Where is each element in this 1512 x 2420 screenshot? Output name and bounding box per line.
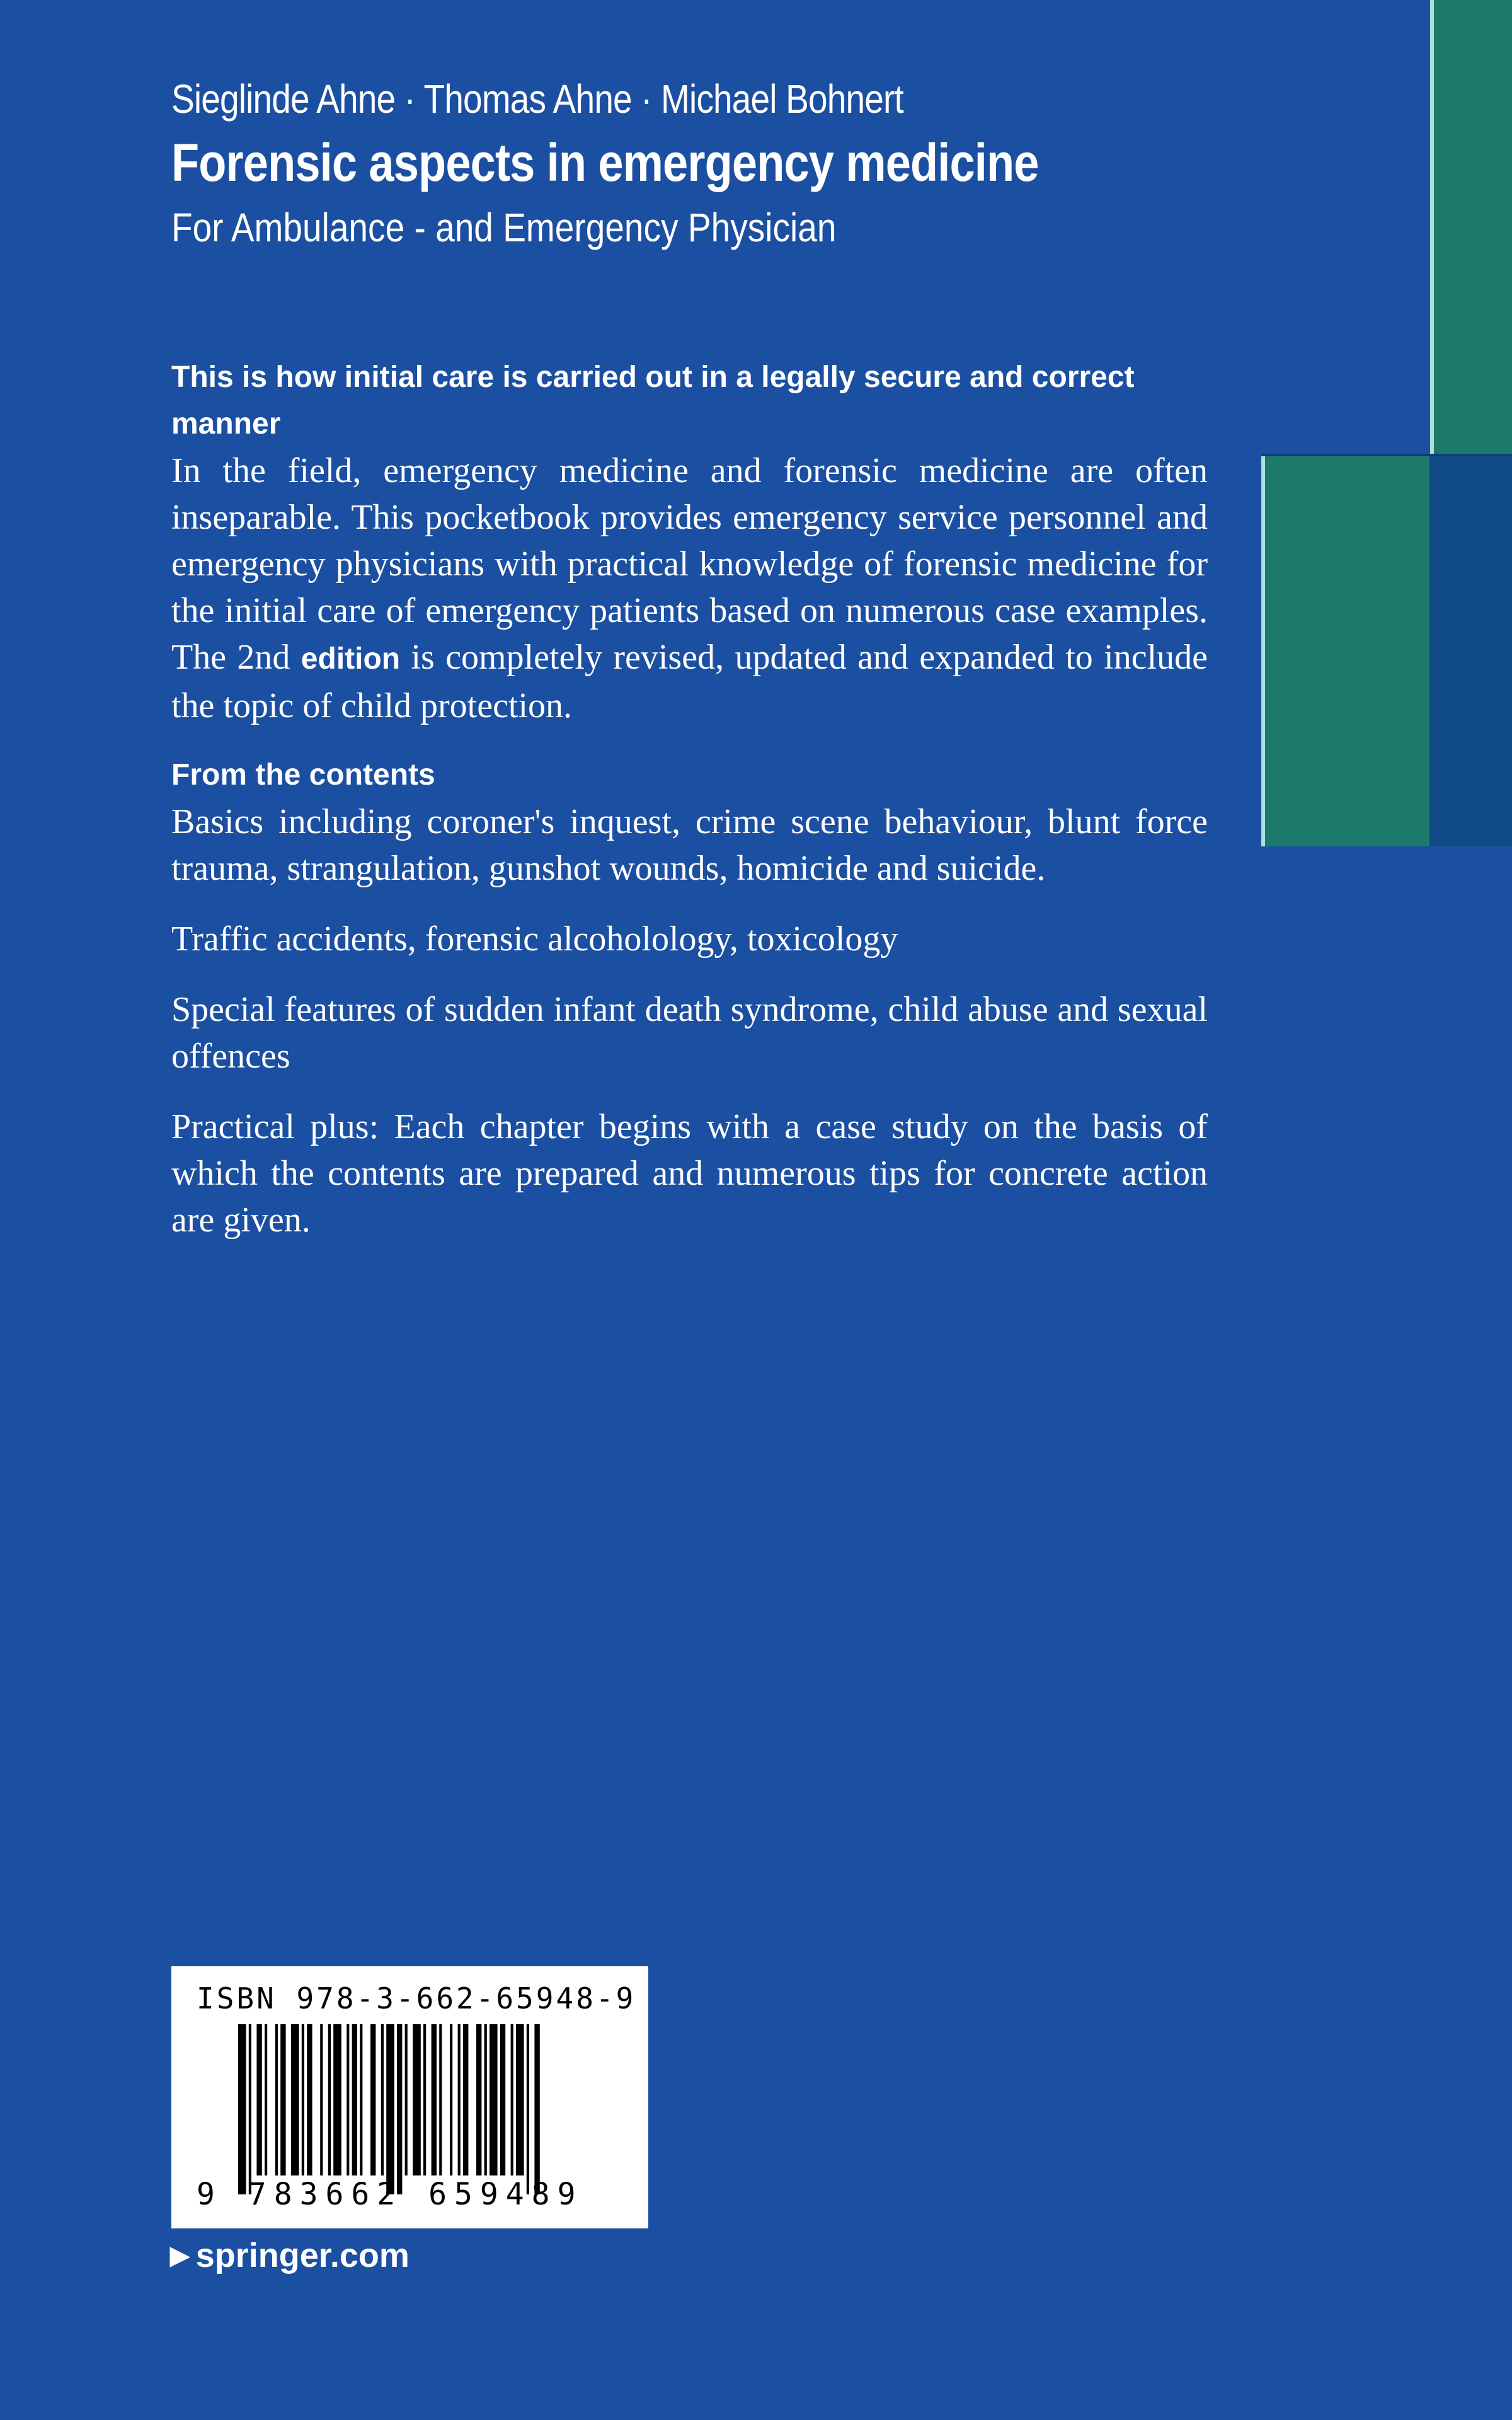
decorative-stripe-navy	[1430, 454, 1512, 846]
barcode-bar	[458, 2024, 461, 2175]
barcode-bar	[370, 2024, 375, 2175]
isbn-label: ISBN 978-3-662-65948-9	[197, 1981, 636, 2015]
decorative-stripe-teal-left	[1261, 454, 1429, 846]
barcode-bar	[346, 2024, 349, 2175]
blurb-intro	[171, 447, 1208, 729]
barcode-bar	[534, 2024, 539, 2194]
barcode-bar	[265, 2024, 267, 2175]
decorative-divider	[1261, 454, 1512, 456]
barcode-bar	[302, 2024, 304, 2175]
contents-item: Traffic accidents, forensic alcoholology, toxicology	[171, 919, 898, 959]
arrow-right-icon: ▶	[170, 2242, 190, 2269]
barcode-bar	[439, 2024, 442, 2175]
barcode-bar	[450, 2024, 452, 2175]
barcode-bar	[249, 2024, 251, 2194]
barcode-bar	[381, 2024, 384, 2175]
barcode-bar	[397, 2024, 402, 2194]
barcode-bar	[256, 2024, 261, 2175]
barcode-bar	[511, 2024, 513, 2175]
barcode-bar	[275, 2024, 278, 2175]
contents-heading: From the contents	[171, 758, 435, 792]
barcode-bar	[484, 2024, 487, 2175]
barcode-bar	[516, 2024, 524, 2175]
author-names: Sieglinde Ahne · Thomas Ahne · Michael Bohnert	[171, 76, 903, 122]
barcode-bar	[500, 2024, 505, 2175]
barcode-bar	[328, 2024, 331, 2175]
barcode-bar	[413, 2024, 421, 2175]
contents-item: Practical plus: Each chapter begins with a case study on the basis of which the contents are prepared and numerous tips for concrete action are given.	[171, 1107, 1208, 1240]
book-subtitle: For Ambulance - and Emergency Physician	[171, 205, 837, 250]
barcode-bar	[320, 2024, 323, 2175]
barcode-bar	[291, 2024, 299, 2175]
barcode-bar	[307, 2024, 312, 2175]
barcode-bar	[432, 2024, 437, 2175]
blurb-content	[171, 354, 1208, 1243]
barcode-bar	[386, 2024, 394, 2194]
barcode-bar	[360, 2024, 362, 2175]
barcode-digits: 9 783662 659489	[197, 2177, 583, 2212]
barcode-bar	[238, 2024, 246, 2194]
barcode-bar	[333, 2024, 341, 2175]
barcode-bar	[352, 2024, 357, 2175]
contents-item: Basics including coroner's inquest, crime scene behaviour, blunt force trauma, strangulation, gunshot wounds, homicide and suicide.	[171, 802, 1208, 888]
barcode-bar	[405, 2024, 408, 2175]
blurb-intro-part1: In the field, emergency medicine and forensic medicine are often inseparable. This pocketbook provides emergency service personnel and emergency physicians with practical knowledge of forensic medicine for the initial care of emergency patients based on numerous case examples. The 2nd	[171, 451, 1208, 677]
barcode-bar	[463, 2024, 468, 2175]
barcode-bar	[490, 2024, 498, 2175]
barcode-bar	[423, 2024, 426, 2175]
blurb-intro-emphasis: edition	[301, 642, 401, 676]
barcode-bar	[280, 2024, 285, 2175]
book-title: Forensic aspects in emergency medicine	[171, 133, 1039, 192]
blurb-heading: This is how initial care is carried out in a legally secure and correct manner	[171, 360, 1135, 441]
barcode-bar	[527, 2024, 529, 2194]
barcode-bar	[476, 2024, 481, 2175]
publisher-link[interactable]	[170, 2236, 410, 2275]
blurb-intro-part2: is completely revised, updated and expanded to include the topic of child protection.	[171, 638, 1208, 725]
isbn-barcode-box	[171, 1966, 648, 2228]
contents-item: Special features of sudden infant death syndrome, child abuse and sexual offences	[171, 990, 1208, 1076]
publisher-website: springer.com	[195, 2237, 410, 2274]
barcode-icon	[238, 2024, 616, 2194]
